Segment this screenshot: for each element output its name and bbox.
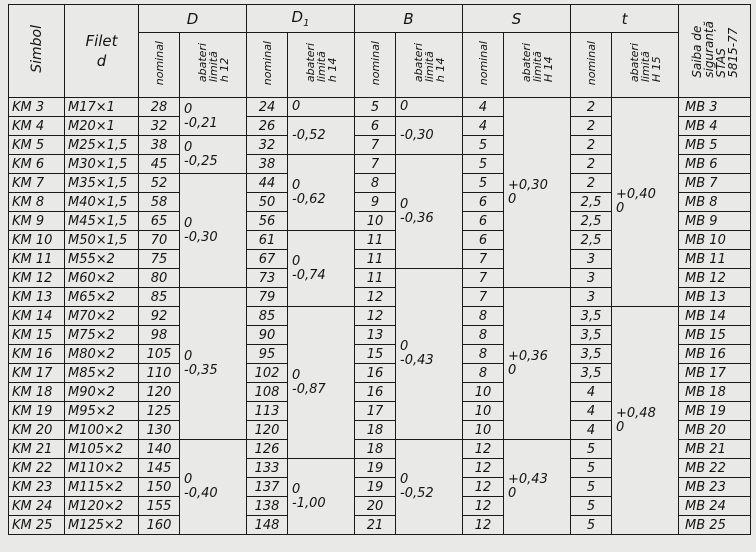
thread-header-label: Filet d (85, 32, 118, 70)
washer-cell: MB 12 (679, 269, 751, 288)
thread-cell: M110×2 (65, 459, 139, 478)
d1-nominal-cell: 38 (247, 155, 288, 174)
symbol-cell: KM 13 (9, 288, 65, 307)
d1-deviation-header (288, 33, 355, 98)
d1-nominal-cell: 24 (247, 98, 288, 117)
d-deviation-header (180, 33, 247, 98)
b-nominal-cell: 6 (355, 117, 396, 136)
symbol-cell: KM 14 (9, 307, 65, 326)
group-header-b (355, 5, 463, 33)
d1-nominal-cell: 61 (247, 231, 288, 250)
s-nominal-cell: 7 (463, 288, 504, 307)
s-nominal-header (463, 33, 504, 98)
thread-cell: M70×2 (65, 307, 139, 326)
d1-deviation-cell: 0 -1,00 (288, 459, 355, 535)
d-nominal-cell: 38 (139, 136, 180, 155)
washer-cell: MB 24 (679, 497, 751, 516)
t-nominal-cell: 2 (571, 136, 612, 155)
t-nominal-label: nominal (584, 40, 598, 86)
s-nominal-cell: 6 (463, 231, 504, 250)
d-nominal-cell: 70 (139, 231, 180, 250)
thread-cell: M35×1,5 (65, 174, 139, 193)
d-nominal-cell: 155 (139, 497, 180, 516)
symbol-cell: KM 10 (9, 231, 65, 250)
b-nominal-cell: 16 (355, 383, 396, 402)
b-nominal-cell: 11 (355, 231, 396, 250)
symbol-cell: KM 25 (9, 516, 65, 535)
b-deviation-label: abateri limită h 14 (411, 43, 447, 83)
d1-deviation-cell: 0 -0,87 (288, 307, 355, 459)
dimension-table-sheet (8, 4, 750, 548)
washer-header-label: Saiba de siguranță STAS 5815-77 (689, 20, 740, 78)
group-header-d1-label: D (291, 8, 304, 26)
d1-nominal-cell: 67 (247, 250, 288, 269)
symbol-cell: KM 7 (9, 174, 65, 193)
t-nominal-cell: 3 (571, 269, 612, 288)
t-nominal-cell: 5 (571, 478, 612, 497)
t-nominal-cell: 3 (571, 288, 612, 307)
symbol-cell: KM 16 (9, 345, 65, 364)
group-header-d1-subscript: 1 (303, 18, 310, 29)
t-deviation-cell: +0,48 0 (612, 307, 679, 535)
d-nominal-cell: 160 (139, 516, 180, 535)
d-nominal-cell: 52 (139, 174, 180, 193)
s-deviation-cell: +0,30 0 (504, 98, 571, 288)
washer-cell: MB 13 (679, 288, 751, 307)
b-nominal-cell: 16 (355, 364, 396, 383)
t-deviation-cell: +0,40 0 (612, 98, 679, 307)
d-nominal-cell: 110 (139, 364, 180, 383)
d1-nominal-header (247, 33, 288, 98)
d1-nominal-cell: 95 (247, 345, 288, 364)
t-nominal-cell: 3,5 (571, 364, 612, 383)
d-nominal-cell: 65 (139, 212, 180, 231)
d-nominal-cell: 145 (139, 459, 180, 478)
d1-nominal-cell: 137 (247, 478, 288, 497)
t-nominal-cell: 5 (571, 459, 612, 478)
thread-cell: M120×2 (65, 497, 139, 516)
washer-cell: MB 16 (679, 345, 751, 364)
t-deviation-label: abateri limită H 15 (627, 43, 663, 83)
d-nominal-cell: 92 (139, 307, 180, 326)
symbol-cell: KM 19 (9, 402, 65, 421)
s-nominal-cell: 10 (463, 383, 504, 402)
table-body (9, 98, 751, 535)
group-header-s-label: S (511, 9, 522, 28)
thread-cell: M85×2 (65, 364, 139, 383)
t-nominal-cell: 3,5 (571, 326, 612, 345)
thread-cell: M90×2 (65, 383, 139, 402)
d-nominal-cell: 150 (139, 478, 180, 497)
symbol-cell: KM 11 (9, 250, 65, 269)
thread-cell: M40×1,5 (65, 193, 139, 212)
thread-cell: M45×1,5 (65, 212, 139, 231)
thread-cell: M125×2 (65, 516, 139, 535)
group-header-b-label: B (403, 9, 414, 28)
d1-nominal-cell: 26 (247, 117, 288, 136)
group-header-t-label: t (621, 9, 628, 28)
s-deviation-label: abateri limită H 14 (519, 43, 555, 83)
t-nominal-header (571, 33, 612, 98)
washer-cell: MB 8 (679, 193, 751, 212)
s-nominal-cell: 5 (463, 155, 504, 174)
d-nominal-cell: 80 (139, 269, 180, 288)
s-nominal-cell: 8 (463, 326, 504, 345)
washer-cell: MB 25 (679, 516, 751, 535)
symbol-cell: KM 24 (9, 497, 65, 516)
b-deviation-cell: -0,30 (396, 117, 463, 155)
s-deviation-header (504, 33, 571, 98)
d1-deviation-label: abateri limită h 14 (303, 43, 339, 83)
symbol-cell: KM 22 (9, 459, 65, 478)
group-header-d (139, 5, 247, 33)
d-nominal-cell: 120 (139, 383, 180, 402)
b-nominal-cell: 9 (355, 193, 396, 212)
b-deviation-cell: 0 (396, 98, 463, 117)
washer-cell: MB 17 (679, 364, 751, 383)
b-deviation-cell: 0 -0,43 (396, 269, 463, 440)
washer-cell: MB 18 (679, 383, 751, 402)
d-deviation-label: abateri limită h 12 (195, 43, 231, 83)
t-nominal-cell: 3,5 (571, 345, 612, 364)
d-deviation-cell: 0 -0,35 (180, 288, 247, 440)
d1-deviation-cell: -0,52 (288, 117, 355, 155)
s-nominal-cell: 12 (463, 440, 504, 459)
t-deviation-header (612, 33, 679, 98)
b-nominal-cell: 20 (355, 497, 396, 516)
d1-nominal-cell: 138 (247, 497, 288, 516)
washer-cell: MB 9 (679, 212, 751, 231)
d-deviation-cell: 0 -0,40 (180, 440, 247, 535)
washer-cell: MB 22 (679, 459, 751, 478)
d-nominal-cell: 58 (139, 193, 180, 212)
thread-cell: M30×1,5 (65, 155, 139, 174)
d1-nominal-cell: 126 (247, 440, 288, 459)
thread-cell: M100×2 (65, 421, 139, 440)
d1-nominal-cell: 113 (247, 402, 288, 421)
km-nut-dimension-table (8, 4, 751, 535)
d-nominal-cell: 98 (139, 326, 180, 345)
d-nominal-cell: 32 (139, 117, 180, 136)
s-nominal-cell: 7 (463, 269, 504, 288)
b-nominal-header (355, 33, 396, 98)
thread-cell: M105×2 (65, 440, 139, 459)
washer-cell: MB 4 (679, 117, 751, 136)
d1-deviation-cell: 0 -0,74 (288, 231, 355, 307)
symbol-header-label: Simbol (28, 25, 45, 73)
s-deviation-cell: +0,43 0 (504, 440, 571, 535)
b-nominal-cell: 15 (355, 345, 396, 364)
d1-nominal-cell: 32 (247, 136, 288, 155)
s-nominal-cell: 5 (463, 174, 504, 193)
group-header-s (463, 5, 571, 33)
d1-nominal-cell: 108 (247, 383, 288, 402)
d-deviation-cell: 0 -0,25 (180, 136, 247, 174)
d-deviation-cell: 0 -0,30 (180, 174, 247, 288)
t-nominal-cell: 2,5 (571, 193, 612, 212)
washer-cell: MB 15 (679, 326, 751, 345)
t-nominal-cell: 5 (571, 497, 612, 516)
b-nominal-cell: 10 (355, 212, 396, 231)
d1-nominal-cell: 50 (247, 193, 288, 212)
b-nominal-cell: 5 (355, 98, 396, 117)
symbol-cell: KM 5 (9, 136, 65, 155)
t-nominal-cell: 4 (571, 383, 612, 402)
thread-cell: M55×2 (65, 250, 139, 269)
s-nominal-cell: 12 (463, 459, 504, 478)
s-nominal-cell: 12 (463, 516, 504, 535)
b-nominal-cell: 17 (355, 402, 396, 421)
d-nominal-cell: 75 (139, 250, 180, 269)
thread-cell: M80×2 (65, 345, 139, 364)
b-nominal-cell: 12 (355, 288, 396, 307)
symbol-cell: KM 18 (9, 383, 65, 402)
washer-cell: MB 6 (679, 155, 751, 174)
s-nominal-label: nominal (476, 40, 490, 86)
s-nominal-cell: 10 (463, 421, 504, 440)
s-nominal-cell: 7 (463, 250, 504, 269)
d1-nominal-cell: 56 (247, 212, 288, 231)
t-nominal-cell: 2 (571, 98, 612, 117)
b-nominal-cell: 12 (355, 307, 396, 326)
thread-cell: M25×1,5 (65, 136, 139, 155)
t-nominal-cell: 3,5 (571, 307, 612, 326)
t-nominal-cell: 4 (571, 402, 612, 421)
b-deviation-header (396, 33, 463, 98)
s-nominal-cell: 8 (463, 307, 504, 326)
d1-nominal-cell: 148 (247, 516, 288, 535)
t-nominal-cell: 2 (571, 117, 612, 136)
b-nominal-cell: 7 (355, 155, 396, 174)
d1-nominal-cell: 102 (247, 364, 288, 383)
symbol-cell: KM 9 (9, 212, 65, 231)
symbol-cell: KM 20 (9, 421, 65, 440)
d-nominal-cell: 125 (139, 402, 180, 421)
group-header-d1 (247, 5, 355, 33)
d-deviation-cell: 0 -0,21 (180, 98, 247, 136)
b-nominal-cell: 11 (355, 269, 396, 288)
washer-cell: MB 21 (679, 440, 751, 459)
symbol-cell: KM 3 (9, 98, 65, 117)
symbol-cell: KM 23 (9, 478, 65, 497)
s-nominal-cell: 10 (463, 402, 504, 421)
d1-nominal-cell: 79 (247, 288, 288, 307)
d-nominal-cell: 130 (139, 421, 180, 440)
d-nominal-cell: 85 (139, 288, 180, 307)
t-nominal-cell: 2,5 (571, 212, 612, 231)
b-nominal-label: nominal (368, 40, 382, 86)
thread-cell: M95×2 (65, 402, 139, 421)
thread-cell: M50×1,5 (65, 231, 139, 250)
t-nominal-cell: 2,5 (571, 231, 612, 250)
d-nominal-cell: 140 (139, 440, 180, 459)
t-nominal-cell: 2 (571, 155, 612, 174)
washer-cell: MB 5 (679, 136, 751, 155)
b-nominal-cell: 11 (355, 250, 396, 269)
table-row (9, 307, 751, 326)
washer-header (679, 5, 751, 98)
symbol-cell: KM 15 (9, 326, 65, 345)
group-header-t (571, 5, 679, 33)
washer-cell: MB 7 (679, 174, 751, 193)
symbol-cell: KM 4 (9, 117, 65, 136)
washer-cell: MB 14 (679, 307, 751, 326)
t-nominal-cell: 4 (571, 421, 612, 440)
d-nominal-label: nominal (152, 40, 166, 86)
washer-cell: MB 3 (679, 98, 751, 117)
d-nominal-cell: 45 (139, 155, 180, 174)
s-nominal-cell: 6 (463, 193, 504, 212)
symbol-cell: KM 8 (9, 193, 65, 212)
s-nominal-cell: 4 (463, 98, 504, 117)
table-row (9, 98, 751, 117)
thread-cell: M115×2 (65, 478, 139, 497)
thread-cell: M17×1 (65, 98, 139, 117)
washer-cell: MB 10 (679, 231, 751, 250)
b-nominal-cell: 19 (355, 478, 396, 497)
symbol-cell: KM 6 (9, 155, 65, 174)
b-nominal-cell: 21 (355, 516, 396, 535)
d-nominal-cell: 28 (139, 98, 180, 117)
symbol-header (9, 5, 65, 98)
d1-nominal-label: nominal (260, 40, 274, 86)
washer-cell: MB 19 (679, 402, 751, 421)
b-nominal-cell: 19 (355, 459, 396, 478)
d1-deviation-cell: 0 (288, 98, 355, 117)
s-nominal-cell: 4 (463, 117, 504, 136)
s-nominal-cell: 12 (463, 478, 504, 497)
group-header-d-label: D (186, 9, 199, 28)
thread-cell: M65×2 (65, 288, 139, 307)
t-nominal-cell: 5 (571, 440, 612, 459)
t-nominal-cell: 5 (571, 516, 612, 535)
thread-header (65, 5, 139, 98)
s-nominal-cell: 12 (463, 497, 504, 516)
b-nominal-cell: 13 (355, 326, 396, 345)
b-nominal-cell: 8 (355, 174, 396, 193)
s-nominal-cell: 6 (463, 212, 504, 231)
d-nominal-cell: 105 (139, 345, 180, 364)
s-nominal-cell: 8 (463, 345, 504, 364)
d1-nominal-cell: 133 (247, 459, 288, 478)
thread-cell: M75×2 (65, 326, 139, 345)
s-nominal-cell: 8 (463, 364, 504, 383)
b-nominal-cell: 7 (355, 136, 396, 155)
d1-nominal-cell: 90 (247, 326, 288, 345)
t-nominal-cell: 3 (571, 250, 612, 269)
s-deviation-cell: +0,36 0 (504, 288, 571, 440)
symbol-cell: KM 12 (9, 269, 65, 288)
washer-cell: MB 11 (679, 250, 751, 269)
d1-nominal-cell: 44 (247, 174, 288, 193)
d1-nominal-cell: 120 (247, 421, 288, 440)
thread-cell: M20×1 (65, 117, 139, 136)
s-nominal-cell: 5 (463, 136, 504, 155)
t-nominal-cell: 2 (571, 174, 612, 193)
d1-nominal-cell: 85 (247, 307, 288, 326)
d-nominal-header (139, 33, 180, 98)
thread-cell: M60×2 (65, 269, 139, 288)
d1-deviation-cell: 0 -0,62 (288, 155, 355, 231)
b-nominal-cell: 18 (355, 440, 396, 459)
b-nominal-cell: 18 (355, 421, 396, 440)
symbol-cell: KM 17 (9, 364, 65, 383)
b-deviation-cell: 0 -0,52 (396, 440, 463, 535)
washer-cell: MB 20 (679, 421, 751, 440)
symbol-cell: KM 21 (9, 440, 65, 459)
d1-nominal-cell: 73 (247, 269, 288, 288)
b-deviation-cell: 0 -0,36 (396, 155, 463, 269)
washer-cell: MB 23 (679, 478, 751, 497)
